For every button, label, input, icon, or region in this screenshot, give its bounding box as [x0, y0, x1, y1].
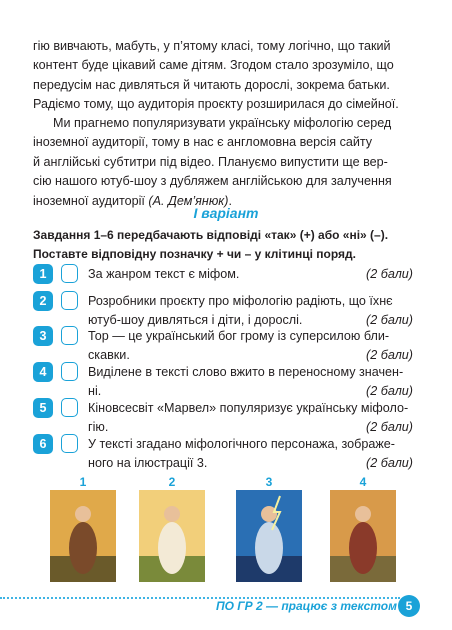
- illustration-label: 1: [79, 475, 87, 489]
- task-text-line: [88, 399, 413, 418]
- text-line: Ми прагнемо популяризувати українську міфологію серед: [53, 116, 392, 130]
- variant-heading: І варіант: [193, 205, 259, 221]
- figure-body: [69, 522, 97, 574]
- text-line: Радіємо тому, що аудиторія проєкту розширилася до сімейної.: [33, 97, 399, 112]
- task-text: [88, 435, 413, 472]
- task-text-fragment: Тор — це український бог грому із суперсилою бли-: [88, 329, 390, 343]
- text-line: й англійські субтитри під відео. Плануємо випустити ще вер-: [33, 154, 388, 169]
- task-text-line: [88, 292, 413, 311]
- figure-head: [355, 506, 371, 522]
- task-text-fragment: гію.: [88, 419, 109, 434]
- character-image: [50, 490, 116, 582]
- task-text-line: [88, 382, 413, 401]
- task-number-badge: 2: [33, 291, 53, 311]
- task-text-fragment: ні.: [88, 383, 102, 398]
- answer-checkbox[interactable]: [61, 398, 78, 417]
- text-line: гію вивчають, мабуть, у п’ятому класі, тому логічно, що такий: [33, 39, 391, 53]
- task-text-line: [88, 454, 413, 473]
- illustration-label: 2: [168, 475, 176, 489]
- illustration-label: 3: [265, 475, 273, 489]
- task-number-badge: 5: [33, 398, 53, 418]
- text-line: сію нашого ютуб-шоу з дубляжем англійською для залучення: [33, 174, 392, 189]
- task-points: (2 бали): [366, 312, 413, 327]
- intro-paragraph-2: [33, 114, 413, 211]
- task-text: [88, 327, 413, 364]
- task-text: [88, 399, 413, 436]
- illustration-label: 4: [359, 475, 367, 489]
- task-number-badge: 3: [33, 326, 53, 346]
- task-text: [88, 292, 413, 329]
- text-fragment: .: [228, 193, 232, 208]
- task-text-fragment: Розробники проєкту про міфологію радіють, що їхнє: [88, 294, 393, 308]
- task-text-line: [88, 327, 413, 346]
- figure-body: [255, 522, 283, 574]
- task-text-line: [88, 265, 413, 284]
- character-image: [139, 490, 205, 582]
- answer-checkbox[interactable]: [61, 326, 78, 345]
- figure-body: [158, 522, 186, 574]
- page-number: 5: [398, 595, 420, 617]
- task-text-fragment: Кіновсесвіт «Марвел» популяризує українську міфоло-: [88, 401, 409, 415]
- source-citation: (А. Дем’янюк): [148, 193, 229, 208]
- figure-head: [75, 506, 91, 522]
- task-text-fragment: ютуб-шоу дивляться і діти, і дорослі.: [88, 312, 303, 327]
- task-text-line: [88, 418, 413, 437]
- text-line: передусім нас дивляться й читають дорослі, зокрема батьки.: [33, 77, 390, 92]
- answer-checkbox[interactable]: [61, 362, 78, 381]
- illustration-1: [50, 475, 116, 582]
- task-text: [88, 265, 413, 284]
- task-text-fragment: Виділене в тексті слово вжито в переносному значен-: [88, 365, 404, 379]
- footer-text: ПО ГР 2 — працює з текстом: [215, 599, 397, 613]
- task-text-fragment: За жанром текст є міфом.: [88, 267, 240, 281]
- instructions-line-2: Поставте відповідну позначку + чи – у клітинці поряд.: [33, 247, 356, 261]
- task-text-fragment: скавки.: [88, 347, 130, 362]
- illustration-3: [236, 475, 302, 582]
- illustration-2: [139, 475, 205, 582]
- figure-body: [349, 522, 377, 574]
- answer-checkbox[interactable]: [61, 264, 78, 283]
- task-number-badge: 4: [33, 362, 53, 382]
- task-text-line: [88, 346, 413, 365]
- text-fragment: іноземної аудиторії: [33, 193, 149, 208]
- task-points: (2 бали): [366, 419, 413, 434]
- answer-checkbox[interactable]: [61, 291, 78, 310]
- task-number-badge: 1: [33, 264, 53, 284]
- illustrations: [0, 475, 452, 585]
- task-number-badge: 6: [33, 434, 53, 454]
- task-text: [88, 363, 413, 400]
- task-text-fragment: У тексті згадано міфологічного персонажа, зображе-: [88, 437, 395, 451]
- task-points: (2 бали): [366, 455, 413, 470]
- task-points: (2 бали): [366, 267, 413, 281]
- task-text-fragment: ного на ілюстрації 3.: [88, 455, 208, 470]
- text-line: іноземної аудиторії, тому в нас є англомовна версія сайту: [33, 135, 373, 150]
- character-image: [330, 490, 396, 582]
- character-image: [236, 490, 302, 582]
- figure-head: [164, 506, 180, 522]
- task-text-line: [88, 435, 413, 454]
- answer-checkbox[interactable]: [61, 434, 78, 453]
- task-points: (2 бали): [366, 383, 413, 398]
- instructions: [33, 226, 423, 264]
- illustration-4: [330, 475, 396, 582]
- text-line: контент буде цікавий саме дітям. Згодом стало зрозуміло, що: [33, 58, 394, 73]
- instructions-line-1: Завдання 1–6 передбачають відповіді «так» (+) або «ні» (–).: [33, 228, 389, 242]
- task-text-line: [88, 363, 413, 382]
- intro-paragraph-1: [33, 37, 413, 115]
- task-points: (2 бали): [366, 347, 413, 362]
